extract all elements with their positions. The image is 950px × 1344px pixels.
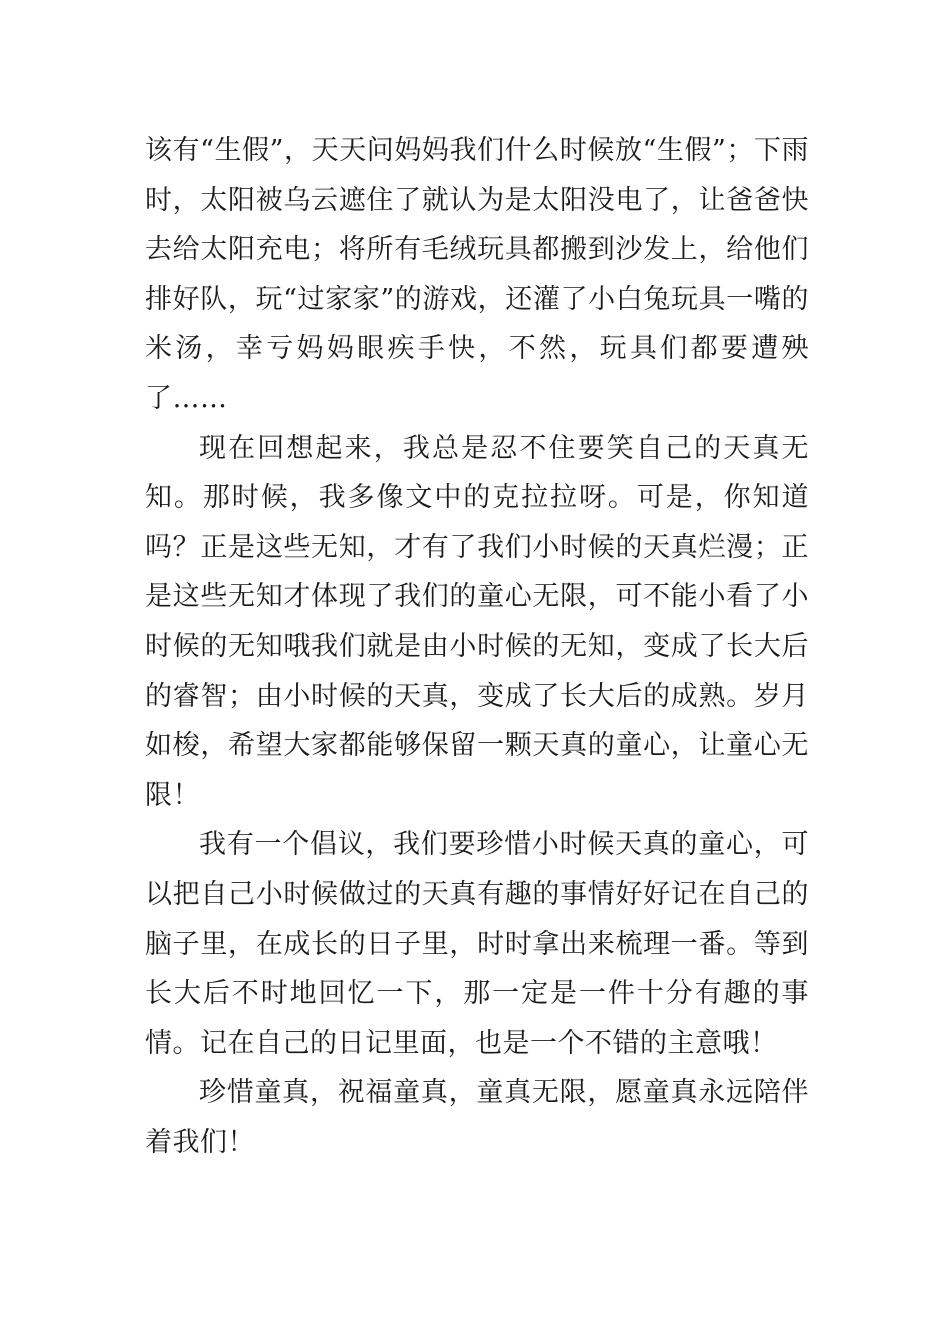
paragraph-4: 珍惜童真，祝福童真，童真无限，愿童真永远陪伴着我们！ bbox=[145, 1077, 809, 1158]
paragraph-3: 我有一个倡议，我们要珍惜小时候天真的童心，可以把自己小时候做过的天真有趣的事情好好记在自己的脑子里，在成长的日子里，时时拿出来梳理一番。等到长大后不时地回忆一下，那一定是一件十分有趣的事情。记在自己的日记里面，也是一个不错的主意哦！ bbox=[145, 829, 809, 1059]
document-body bbox=[145, 126, 809, 1167]
paragraph-1: 该有“生假”，天天问妈妈我们什么时候放“生假”；下雨时，太阳被乌云遮住了就认为是太阳没电了，让爸爸快去给太阳充电；将所有毛绒玩具都搬到沙发上，给他们排好队，玩“过家家”的游戏，还灌了小白兔玩具一嘴的米汤，幸亏妈妈眼疾手快，不然，玩具们都要遭殃了…… bbox=[145, 135, 809, 414]
paragraph-2: 现在回想起来，我总是忍不住要笑自己的天真无知。那时候，我多像文中的克拉拉呀。可是，你知道吗？正是这些无知，才有了我们小时候的天真烂漫；正是这些无知才体现了我们的童心无限，可不能小看了小时候的无知哦我们就是由小时候的无知，变成了长大后的睿智；由小时候的天真，变成了长大后的成熟。岁月如梭，希望大家都能够保留一颗天真的童心，让童心无限！ bbox=[145, 432, 809, 811]
